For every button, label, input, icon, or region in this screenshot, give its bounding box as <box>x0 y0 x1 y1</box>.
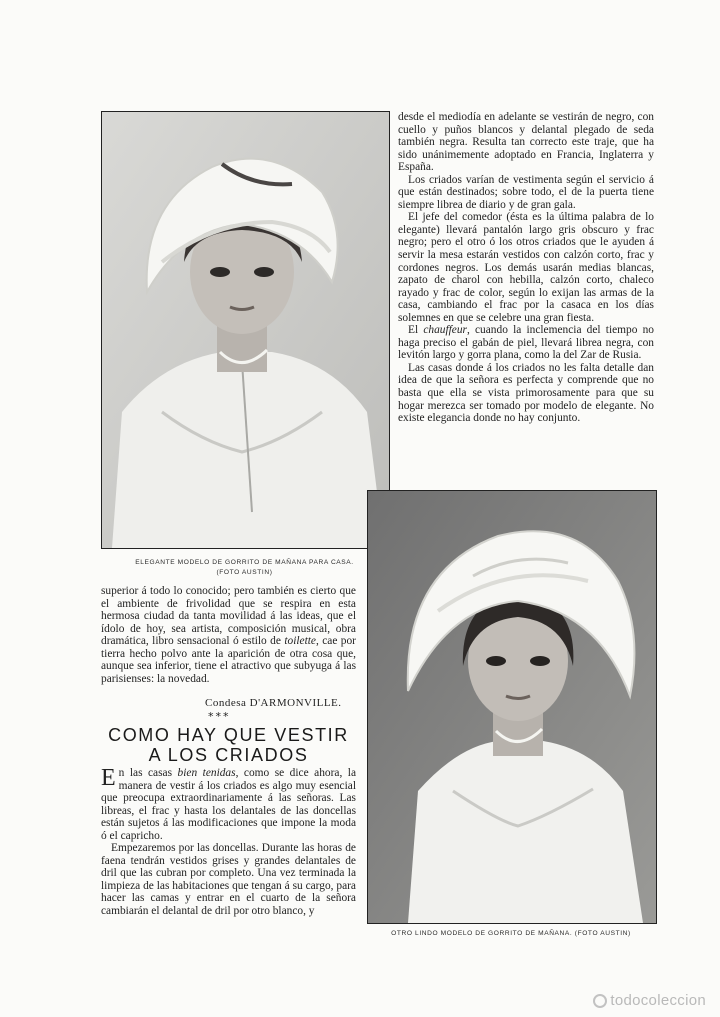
portrait-top-illustration <box>102 112 389 548</box>
article-headline <box>101 725 356 765</box>
right-paragraph: desde el mediodía en adelante se vestirán de negro, con cuello y puños blancos y delantal plegado de seda también negra. Resulta tan correcto este traje, que ha sido unánimemente adoptado en Francia, Inglaterra y España. <box>398 111 654 174</box>
chauffeur-intro: El <box>408 324 419 337</box>
photo-top-caption <box>101 558 388 578</box>
left-column-text <box>101 585 356 685</box>
chauffeur-rest: , cuando la inclemencia del tiempo no haga preciso el gabán de piel, llevará librea negra, con levitón largo y gorra plana, como la del Zar de Rusia. <box>398 324 654 362</box>
photo-top-caption-line1: ELEGANTE MODELO DE GORRITO DE MAÑANA PARA CASA. <box>135 559 354 566</box>
left-p1-end: , cae por tierra hecho polvo ante la aparición de otra cosa que, aunque sea inferior, tiene el atractivo que subyuga á las parisienses: la novedad. <box>101 635 356 685</box>
photo-bottom-caption-text: OTRO LINDO MODELO DE GORRITO DE MAÑANA. (FOTO AUSTIN) <box>391 930 631 937</box>
left-p1-start: superior á todo lo conocido; pero también es cierto que el ambiente de frivolidad que se respira en esta hermosa ciudad da tanta movilidad á las ideas, que el ídolo de hoy, sea artista, composición musical, obra dramática, libro sensacional ó estilo de <box>101 585 356 648</box>
article-body <box>101 767 356 918</box>
chauffeur-word: chauffeur <box>423 324 467 337</box>
article-paragraph-2: Empezaremos por las doncellas. Durante las horas de faena tendrán vestidos grises y grandes delantales de dril que las cubran por completo. Una vez terminada la limpieza de las habitaciones que tengan á su cargo, para hacer las camas y entrar en el cuarto de la señora cambiarán el delantal de dril por otro blanco, y <box>101 842 356 918</box>
article-p1-italic: bien tenidas <box>177 767 236 779</box>
right-paragraph: El jefe del comedor (ésta es la última palabra de lo elegante) llevará pantalón largo gris obscuro y frac negro; pero el otro ó los otros criados que le ayuden á servir la mesa estarán vestidos con calzón corto, frac y cordones negros. Los demás usarán medias blancas, zapato de charol con hebilla, calzón corto, chaleco rayado y frac de color, según lo exijan las armas de la casa, cambiando el frac por la casaca en los días solemnes en que se celebre una gran fiesta. <box>398 211 654 324</box>
article-p1-b: , como se dice ahora, la manera de vestir á los criados es algo muy esencial que preocupa extraordinariamente á las señoras. Las libreas, el frac y hasta los delantales de las doncellas están sujetos á las modificaciones que impone la moda ó el capricho. <box>101 767 356 842</box>
portrait-bottom-illustration <box>368 491 656 923</box>
author-signature: Condesa D'ARMONVILLE. <box>205 697 342 709</box>
watermark <box>593 992 706 1009</box>
photo-bottom-caption <box>367 929 655 939</box>
right-paragraph-chauffeur <box>398 324 654 362</box>
headline-line1: COMO HAY QUE VESTIR <box>108 725 349 745</box>
photo-top-caption-line2: (FOTO AUSTIN) <box>216 569 273 576</box>
watermark-logo-icon <box>593 994 607 1008</box>
right-column-text <box>398 111 654 425</box>
photo-bottom <box>367 490 657 924</box>
article-paragraph-1 <box>101 767 356 842</box>
watermark-text: todocoleccion <box>610 992 706 1009</box>
headline-line2: A LOS CRIADOS <box>148 745 309 765</box>
drop-cap-letter: E <box>101 765 116 791</box>
right-paragraph: Los criados varían de vestimenta según el servicio á que están destinados; sobre todo, el de la puerta tiene siempre librea de diario y de gran gala. <box>398 173 654 211</box>
left-paragraph-intro <box>101 585 356 685</box>
article-p1-a: n las casas <box>118 767 173 779</box>
photo-top <box>101 111 390 549</box>
right-paragraph-closing: Las casas donde á los criados no les falta detalle dan idea de que la señora es perfecta y comprende que no basta que ella se vista primorosamente para que su hogar merezca ser tomado por modelo de elegante. No existe elegancia donde no hay conjunto. <box>398 361 654 425</box>
section-separator-stars: *** <box>208 710 231 723</box>
left-p1-italic: toilette <box>284 635 316 648</box>
